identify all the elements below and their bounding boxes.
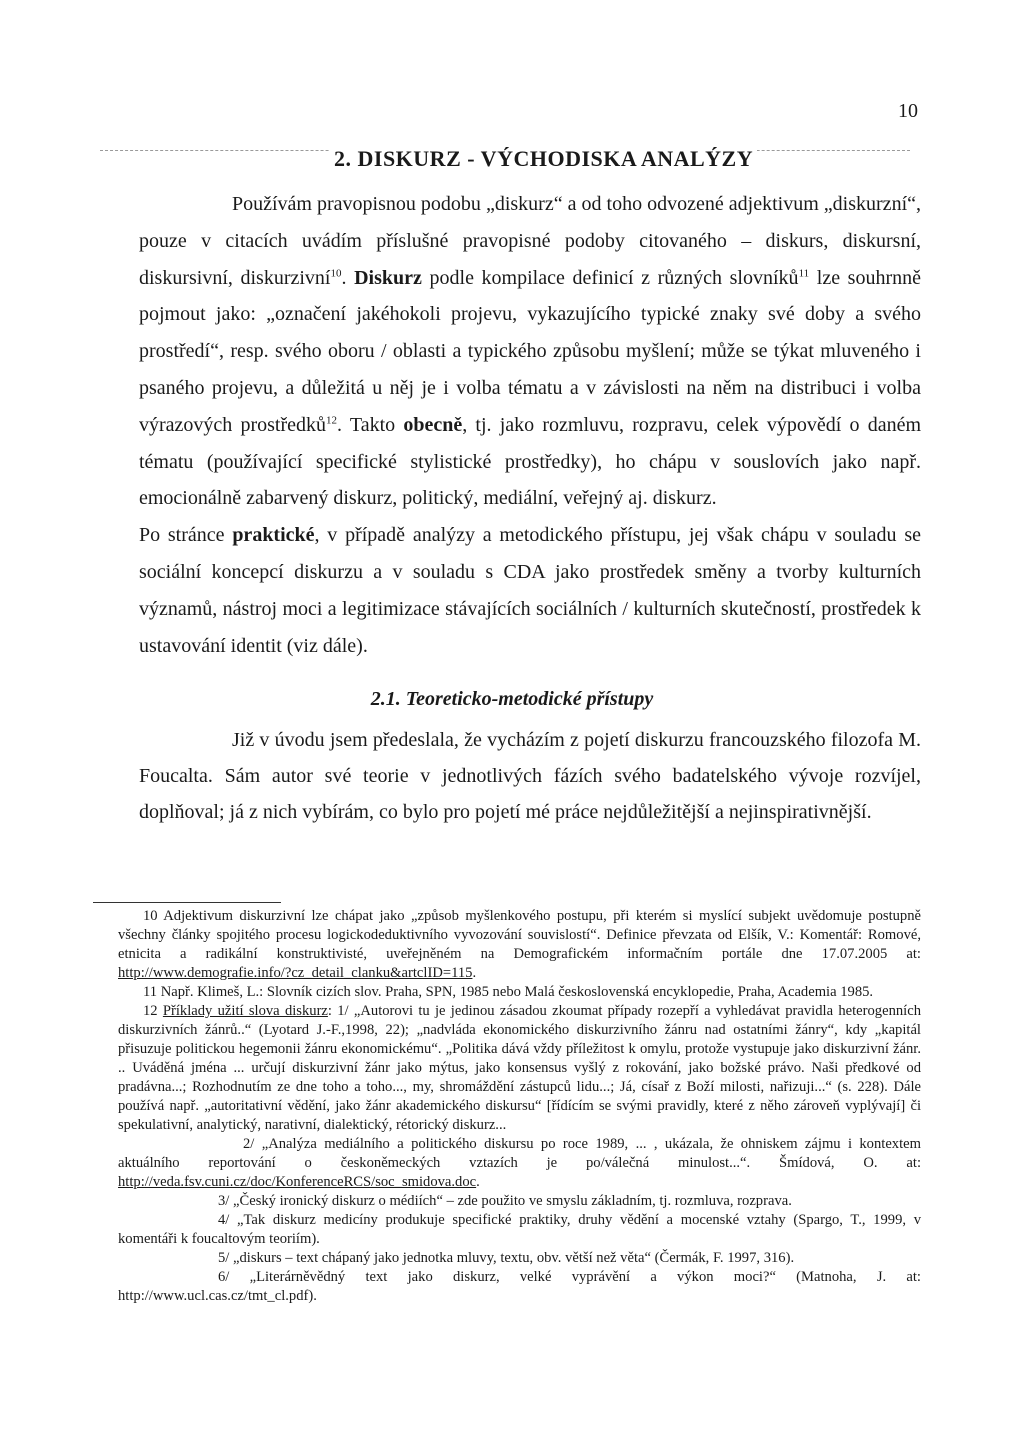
text-run: , tj. jako rozmluvu, rozpravu, celek výpovědí o daném tématu (používající specifické stylistické prostředky), ho chápu v souslovích jako např. emocionálně zabarvený diskurz, politický, mediální, veřejný aj. diskurz. (139, 413, 922, 510)
footnote-text: . (472, 965, 477, 981)
bold-term-prakticke: praktické (232, 524, 315, 547)
footnote-12-item-5: 5/ „diskurs – text chápaný jako jednotka mluvy, textu, obv. větší než věta“ (Čermák, F. 1997, 316). (218, 1250, 795, 1266)
page-number: 10 (898, 100, 918, 122)
text-run: Používám pravopisnou podobu „diskurz“ a od toho odvozené adjektivum „diskurzní“, pouze v citacích uvádím příslušné pravopisné podoby citovaného – diskurs, diskursní, diskursivní, diskurzivní (139, 193, 921, 289)
footnote-text: 10 Adjektivum diskurzivní lze chápat jako „způsob myšlenkového postupu, při kterém si myslící subjekt uvědomuje postupně všechny články spojitého procesu logickodeduktivního vyvozování souvislostí“. Definice převzata od Elšík, V.: Komentář: Romové, etnicita a radikální konstruktivisté, uveřejněném na Demografickém informačním portále dne 17.07.2005 at: (118, 908, 921, 962)
paragraph-diskurz-definition (139, 186, 921, 517)
footnotes (118, 907, 921, 1306)
body-text (139, 186, 921, 664)
text-run: podle kompilace definicí z různých slovníků (421, 266, 799, 289)
footnote-10 (118, 907, 921, 983)
footnote-12-item-6: 6/ „Literárněvědný text jako diskurz, velké vyprávění a výkon moci?“ (Matnoha, J. at: http://www.ucl.cas.cz/tmt_cl.pdf). (118, 1269, 921, 1304)
footnote-text: : 1/ „Autorovi tu je jedinou zásadou zkoumat případy rozepří a vyhledávat pravidla heterogenních diskurzivních žánrů..“ (Lyotard J.-F.,1998, 22); „nadvláda ekonomického diskurzivního žánru nad ostatními žánry“, kdy „kapitál přisuzuje politickou hegemonii žánru ekonomickému“. „Politika dává vždy příležitost k omylu, protože vystupuje jako diskurzivní žánr. .. Uváděná jména ... určují diskurzivní žánr jako mýtus, jako konsensus vyšlý z rokování, jako božské právo. Naši předkové od pradávna...; Rozhodnutím ze dne toho a toho..., my, shromáždění zástupců lidu...; Já, císař z Boží milosti, nařizuji...“ (s. 228). Dále používá např. „autoritativní vědění, jako žánr akademického diskursu“ [řídícím se svými pravidly, které z něho zároveň vyplývají] či spekulativní, analytický, narativní, dialektický, rétorický diskurz... (118, 1003, 921, 1133)
footnote-12-item-4: 4/ „Tak diskurz medicíny produkuje specifické praktiky, druhy vědění a mocenské vztahy (Spargo, T., 1999, v komentáři k foucaltovým teoriím). (118, 1212, 921, 1247)
text-run: . Takto (337, 413, 404, 436)
footnote-ref-11[interactable]: 11 (798, 266, 810, 279)
footnote-link[interactable]: http://www.demografie.info/?cz_detail_clanku&artclID=115 (118, 965, 473, 981)
footnote-underlined-label: Příklady užití slova diskurz (162, 1003, 328, 1019)
footnote-12-item-2 (118, 1135, 921, 1192)
footnote-text: . (476, 1174, 480, 1190)
footnote-number: 12 (143, 1003, 163, 1019)
text-run: . (341, 266, 355, 289)
chapter-heading: 2. DISKURZ - VÝCHODISKA ANALÝZY (330, 146, 757, 172)
footnote-11: 11 Např. Klimeš, L.: Slovník cizích slov. Praha, SPN, 1985 nebo Malá československá encyklopedie, Praha, Academia 1985. (143, 984, 874, 1000)
bold-term-obecne: obecně (403, 413, 463, 436)
section-text (139, 722, 921, 830)
section-paragraph: Již v úvodu jsem předeslala, že vycházím z pojetí diskurzu francouzského filozofa M. Foucalta. Sám autor své teorie v jednotlivých fázích svého badatelského vývoje rozvíjel, doplňoval; já z nich vybírám, co bylo pro pojetí mé práce nejdůležitější a nejinspirativnější. (139, 729, 921, 823)
footnote-ref-12[interactable]: 12 (326, 414, 338, 427)
footnote-text: 2/ „Analýza mediálního a politického diskursu po roce 1989, ... , ukázala, že ohniskem zájmu i kontextem aktuálního reportování o českoněmeckých vztazích je po/válečná minulost...“. Šmídová, O. at: (118, 1136, 921, 1171)
paragraph-practical (139, 517, 921, 664)
footnote-12 (118, 1002, 921, 1135)
bold-term-diskurz: Diskurz (354, 266, 422, 289)
text-run: , v případě analýzy a metodického přístupu, jej však chápu v souladu se sociální koncepcí diskurzu a v souladu s CDA jako prostředek směny a tvorby kulturních významů, nástroj moci a legitimizace stávajících sociálních / kulturních skutečností, prostředek k ustavování identit (viz dále). (139, 524, 921, 657)
footnote-ref-10[interactable]: 10 (330, 266, 342, 279)
footnote-12-item-3: 3/ „Český ironický diskurz o médiích“ – zde použito ve smyslu základním, tj. rozmluva, rozprava. (218, 1193, 792, 1209)
footnote-link[interactable]: http://veda.fsv.cuni.cz/doc/KonferenceRCS/soc_smidova.doc (118, 1174, 477, 1190)
text-run: lze souhrnně pojmout jako: „označení jakéhokoli projevu, vykazujícího typické znaky své doby a svého prostředí“, resp. svého oboru / oblasti a typického způsobu myšlení; může se týkat mluveného i psaného projevu, a důležitá u něj je i volba tématu a v závislosti na něm na distribuci i volba výrazových prostředků (139, 266, 921, 436)
text-run: Po stránce (139, 524, 233, 547)
footnote-separator (93, 902, 281, 903)
section-heading: 2.1. Teoreticko-metodické přístupy (370, 688, 654, 710)
